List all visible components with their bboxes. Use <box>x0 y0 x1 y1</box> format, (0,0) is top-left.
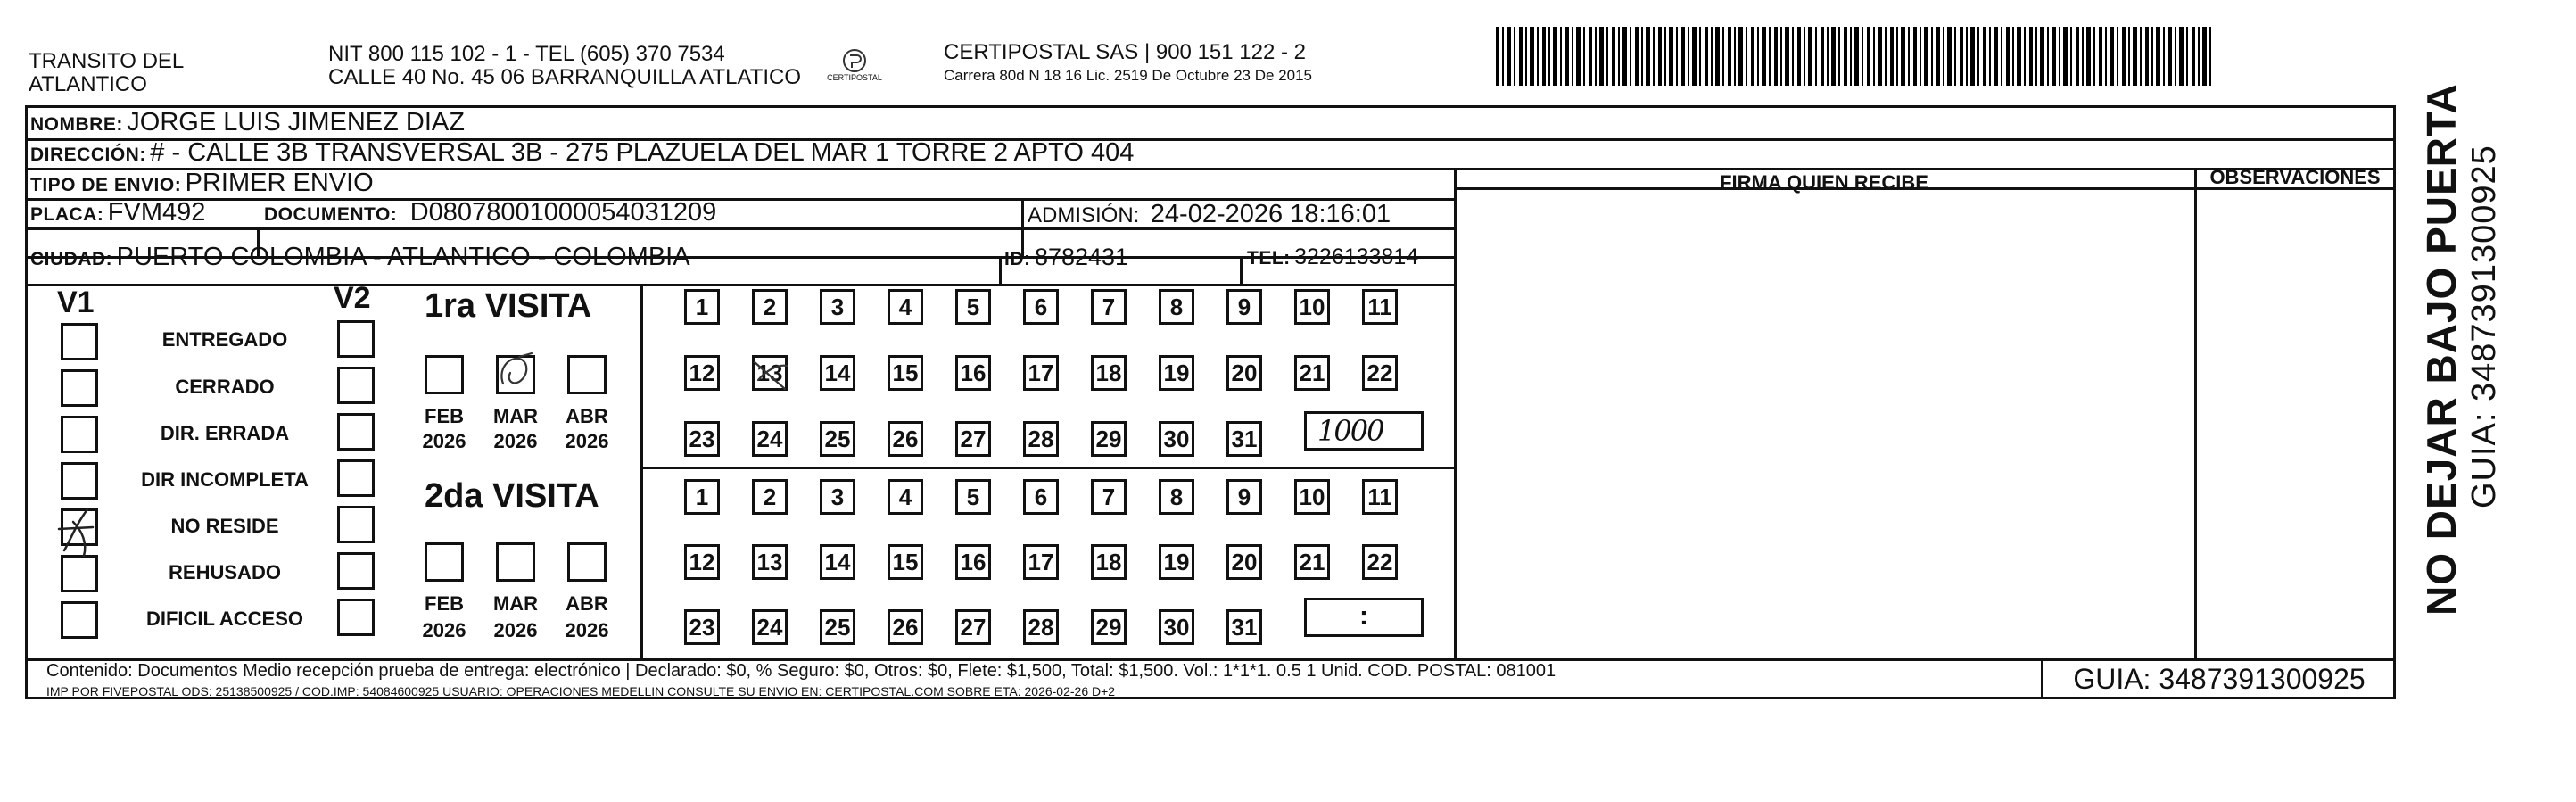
handwritten-month-mark-icon <box>492 350 537 394</box>
visit-1-day-box[interactable]: 3 <box>820 289 855 325</box>
barcode <box>1496 27 2212 86</box>
option-entregado: ENTREGADO <box>161 328 288 351</box>
visit-2-day-box[interactable]: 20 <box>1226 544 1262 580</box>
visit-2-day-box[interactable]: 3 <box>820 479 855 515</box>
visit-1-day-box[interactable]: 13 <box>752 355 788 391</box>
visit-1-day-box[interactable]: 15 <box>888 355 923 391</box>
print-line: IMP POR FIVEPOSTAL ODS: 25138500925 / COD.IMP: 54084600925 USUARIO: OPERACIONES MEDELLIN CONSULTE SU ENVIO EN: CERTIPOSTAL.COM SOBRE ETA: 2026-02-26 D+2 <box>46 684 1116 699</box>
visit-2-day-box[interactable]: 2 <box>752 479 788 515</box>
tel-cell <box>1247 241 1418 277</box>
visit-2-time-box[interactable]: : <box>1304 598 1424 637</box>
visit-2-day-box[interactable]: 7 <box>1091 479 1127 515</box>
city-cell <box>30 241 690 277</box>
v2-checkbox-dir-incompleta[interactable] <box>337 459 375 497</box>
observations-header: OBSERVACIONES <box>2209 166 2381 188</box>
visit-1-day-box[interactable]: 30 <box>1159 421 1194 457</box>
visit-2-day-box[interactable]: 11 <box>1362 479 1398 515</box>
shipment-type: PRIMER ENVIO <box>185 169 374 197</box>
v1-checkbox-dir-incompleta[interactable] <box>61 462 98 500</box>
visit-2-day-box[interactable]: 27 <box>955 609 991 645</box>
nit-line: NIT 800 115 102 - 1 - TEL (605) 370 7534 <box>328 42 725 66</box>
option-rehusado: REHUSADO <box>169 561 281 583</box>
visit-2-year-abr: 2026 <box>565 619 609 641</box>
visit-1-day-box[interactable]: 22 <box>1362 355 1398 391</box>
v2-checkbox-dir-errada[interactable] <box>337 413 375 451</box>
tel-label: TEL: <box>1247 248 1291 269</box>
visit-1-time-box[interactable] <box>1304 411 1424 451</box>
tel-value: 3226133814 <box>1294 244 1419 269</box>
v2-checkbox-rehusado[interactable] <box>337 552 375 590</box>
recipient-name: JORGE LUIS JIMENEZ DIAZ <box>127 108 465 136</box>
visit-1-day-box[interactable]: 19 <box>1159 355 1194 391</box>
visit-2-day-box[interactable]: 22 <box>1362 544 1398 580</box>
visit-1-day-box[interactable]: 14 <box>820 355 855 391</box>
visit-1-day-box[interactable]: 17 <box>1023 355 1059 391</box>
v2-header: V2 <box>334 281 371 315</box>
v1-checkbox-cerrado[interactable] <box>61 369 98 407</box>
visit-1-day-box[interactable]: 9 <box>1226 289 1262 325</box>
visit-2-day-box[interactable]: 21 <box>1294 544 1330 580</box>
visit-2-day-box[interactable]: 15 <box>888 544 923 580</box>
option-no-reside: NO RESIDE <box>170 515 279 537</box>
visit-1-month-feb-label: FEB <box>425 405 464 427</box>
plate-value: FVM492 <box>107 198 206 227</box>
handwritten-check-icon <box>52 504 114 558</box>
visit-2-year-mar: 2026 <box>493 619 538 641</box>
plate-cell <box>30 196 205 233</box>
v1-checkbox-entregado[interactable] <box>61 323 98 360</box>
city-value: PUERTO COLOMBIA - ATLANTICO - COLOMBIA <box>116 243 690 271</box>
address-label: DIRECCIÓN: <box>30 145 146 165</box>
visit-2-month-feb[interactable] <box>425 542 464 582</box>
visit-2-day-box[interactable]: 12 <box>684 544 720 580</box>
visit-2-day-box[interactable]: 16 <box>955 544 991 580</box>
visit-1-year-mar: 2026 <box>493 430 538 452</box>
admission-label: ADMISIÓN: <box>1028 203 1140 227</box>
company-line: CERTIPOSTAL SAS | 900 151 122 - 2 <box>944 40 1306 64</box>
visit-1-day-box[interactable]: 12 <box>684 355 720 391</box>
license-line: Carrera 80d N 18 16 Lic. 2519 De Octubre 23 De 2015 <box>944 67 1312 84</box>
option-dificil-acceso: DIFICIL ACCESO <box>145 608 303 630</box>
visit-1-month-mar-label: MAR <box>492 405 539 427</box>
admission-value: 24-02-2026 18:16:01 <box>1150 200 1391 228</box>
visit-1-day-box[interactable]: 27 <box>955 421 991 457</box>
visit-2-day-box[interactable]: 25 <box>820 609 855 645</box>
visit-2-month-abr-label: ABR <box>566 592 608 615</box>
visit-1-day-box[interactable]: 11 <box>1362 289 1398 325</box>
visit-1-day-box[interactable]: 6 <box>1023 289 1059 325</box>
transit-name: TRANSITO DEL ATLANTICO <box>29 49 184 96</box>
visit-1-day-box[interactable]: 10 <box>1294 289 1330 325</box>
v2-checkbox-dificil-acceso[interactable] <box>337 599 375 636</box>
id-label: ID: <box>1004 249 1031 269</box>
v1-checkbox-dificil-acceso[interactable] <box>61 601 98 639</box>
id-value: 8782431 <box>1034 244 1129 270</box>
plate-label: PLACA: <box>30 204 104 225</box>
observations-area[interactable] <box>2197 190 2395 657</box>
option-dir-incompleta: DIR INCOMPLETA <box>141 468 309 491</box>
document-value: D080780010000540312​09 <box>409 198 717 227</box>
visit-1-day-box[interactable]: 25 <box>820 421 855 457</box>
visit-1-time-written: 1000 <box>1317 414 1383 448</box>
visit-1-day-box[interactable]: 5 <box>955 289 991 325</box>
visit-2-month-abr[interactable] <box>567 542 607 582</box>
visit-2-day-box[interactable]: 8 <box>1159 479 1194 515</box>
visit-2-day-box[interactable]: 10 <box>1294 479 1330 515</box>
name-label: NOMBRE: <box>30 114 123 135</box>
visit-2-day-box[interactable]: 13 <box>752 544 788 580</box>
content-line: Contenido: Documentos Medio recepción prueba de entrega: electrónico | Declarado: $0, % Seguro: $0, Otros: $0, Flete: $1,500, Total: $1,500. Vol.: 1*1*1. 0.5 1 Unid. COD. POSTAL: 081001 <box>46 661 1556 681</box>
visit-1-day-box[interactable]: 31 <box>1226 421 1262 457</box>
document-cell <box>264 196 716 233</box>
visit-1-day-box[interactable]: 8 <box>1159 289 1194 325</box>
visit-1-year-feb: 2026 <box>422 430 466 452</box>
id-cell <box>1004 241 1128 277</box>
visit-2-day-box[interactable]: 19 <box>1159 544 1194 580</box>
visit-1-day-box[interactable]: 2 <box>752 289 788 325</box>
visit-2-day-box[interactable]: 26 <box>888 609 923 645</box>
visit-1-title: 1ra VISITA <box>425 287 592 325</box>
document-label: DOCUMENTO: <box>264 204 398 225</box>
admission-cell <box>1028 198 1391 235</box>
visit-2-day-box[interactable]: 9 <box>1226 479 1262 515</box>
visit-1-day-box[interactable]: 1 <box>684 289 720 325</box>
side-guide: GUIA: 3487391300925 <box>2465 145 2503 508</box>
certipostal-logo <box>827 43 882 87</box>
visit-1-day-box[interactable]: 16 <box>955 355 991 391</box>
visit-2-day-box[interactable]: 23 <box>684 609 720 645</box>
logo-text: CERTIPOSTAL <box>827 73 882 82</box>
visit-1-day-box[interactable]: 18 <box>1091 355 1127 391</box>
visit-1-day-box[interactable]: 20 <box>1226 355 1262 391</box>
visit-1-day-box[interactable]: 26 <box>888 421 923 457</box>
visit-1-month-abr-label: ABR <box>566 405 608 427</box>
signature-header: FIRMA QUIEN RECIBE <box>1720 171 1928 194</box>
v1-checkbox-rehusado[interactable] <box>61 555 98 592</box>
no-dejar-bajo-puerta: NO DEJAR BAJO PUERTA <box>2418 83 2465 616</box>
visit-2-year-feb: 2026 <box>422 619 466 641</box>
visit-2-day-box[interactable]: 29 <box>1091 609 1127 645</box>
visit-2-day-box[interactable]: 24 <box>752 609 788 645</box>
type-label: TIPO DE ENVIO: <box>30 175 182 195</box>
visit-2-day-box[interactable]: 28 <box>1023 609 1059 645</box>
visit-1-day-box[interactable]: 29 <box>1091 421 1127 457</box>
v2-checkbox-cerrado[interactable] <box>337 367 375 404</box>
footer-guide: GUIA: 3487391300925 <box>2073 663 2365 695</box>
signature-area[interactable] <box>1457 190 2193 657</box>
visit-1-year-abr: 2026 <box>565 430 609 452</box>
visit-2-day-box[interactable]: 14 <box>820 544 855 580</box>
visit-2-title: 2da VISITA <box>425 477 599 515</box>
visit-1-month-abr[interactable] <box>567 355 607 394</box>
visit-2-day-box[interactable]: 1 <box>684 479 720 515</box>
visit-2-day-box[interactable]: 4 <box>888 479 923 515</box>
visit-2-day-box[interactable]: 30 <box>1159 609 1194 645</box>
visit-2-month-mar[interactable] <box>496 542 535 582</box>
visit-1-day-box[interactable]: 24 <box>752 421 788 457</box>
recipient-address: # - CALLE 3B TRANSVERSAL 3B - 275 PLAZUELA DEL MAR 1 TORRE 2 APTO 404 <box>150 138 1135 167</box>
v2-checkbox-no-reside[interactable] <box>337 506 375 543</box>
visit-2-day-box[interactable]: 17 <box>1023 544 1059 580</box>
city-label: CIUDAD: <box>30 249 113 269</box>
visit-2-day-box[interactable]: 6 <box>1023 479 1059 515</box>
option-cerrado: CERRADO <box>175 376 275 398</box>
visit-2-day-box[interactable]: 18 <box>1091 544 1127 580</box>
visit-1-day-box[interactable]: 4 <box>888 289 923 325</box>
address-line: CALLE 40 No. 45 06 BARRANQUILLA ATLATICO <box>328 65 802 89</box>
visit-2-day-box[interactable]: 31 <box>1226 609 1262 645</box>
option-dir-errada: DIR. ERRADA <box>160 422 290 444</box>
visit-1-day-box[interactable]: 7 <box>1091 289 1127 325</box>
visit-1-month-feb[interactable] <box>425 355 464 394</box>
visit-2-month-feb-label: FEB <box>425 592 464 615</box>
v2-checkbox-entregado[interactable] <box>337 320 375 358</box>
visit-2-day-box[interactable]: 5 <box>955 479 991 515</box>
handwritten-day-mark-icon <box>747 353 794 398</box>
v1-header: V1 <box>57 285 95 319</box>
visit-1-day-box[interactable]: 23 <box>684 421 720 457</box>
visit-2-month-mar-label: MAR <box>492 592 539 615</box>
visit-1-day-box[interactable]: 21 <box>1294 355 1330 391</box>
v1-checkbox-dir-errada[interactable] <box>61 416 98 453</box>
visit-1-day-box[interactable]: 28 <box>1023 421 1059 457</box>
